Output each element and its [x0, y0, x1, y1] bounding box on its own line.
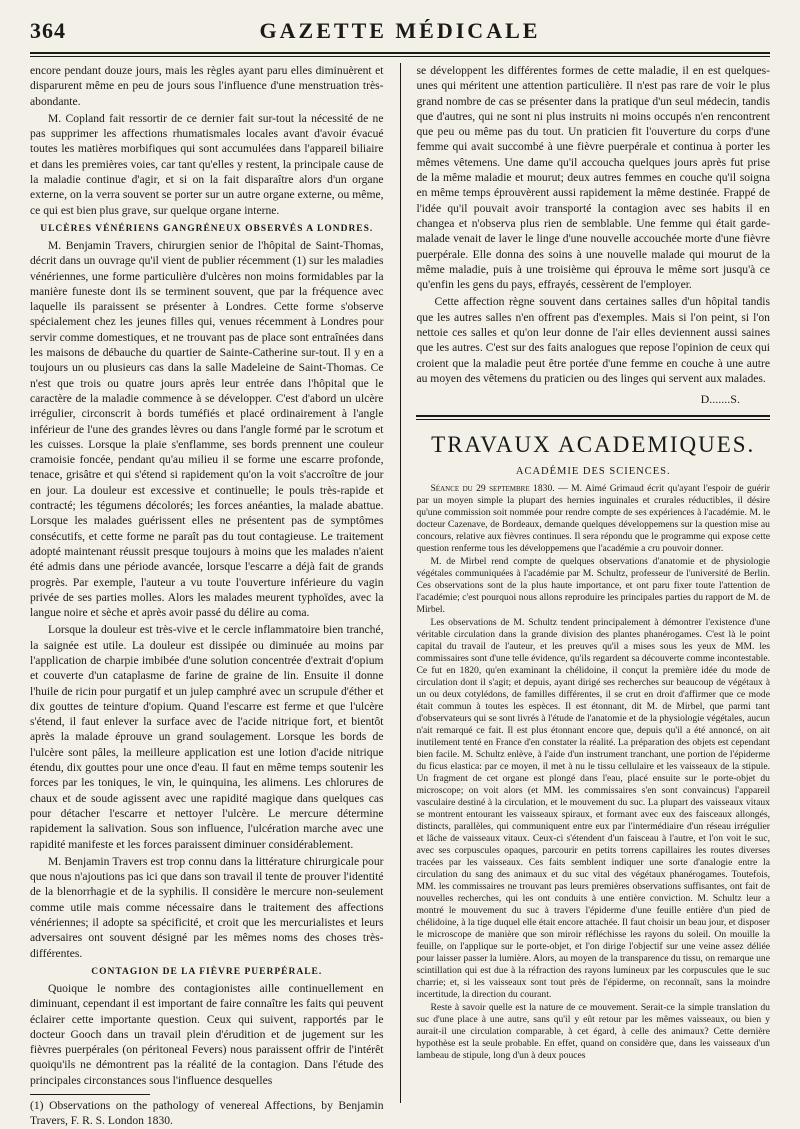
right-column [404, 63, 770, 1103]
paragraph-text: — M. Aimé Grimaud écrit qu'ayant l'espoir de guérir par un moyen simple la plupart des hernies inguinales et crurales réductibles, il désire qu'une commission soit nommée pour rendre compte de ses expériences à l'académie. M. le docteur Cazenave, de Bordeaux, demande quelques développemens sur la question mise au concours, relative aux fièvres continues. Il sera répondu que le programme qui expose cette question renferme tous les développemens que l'académie a cru pouvoir donner. [416, 483, 770, 555]
section-title: ULCÈRES VÉNÉRIENS GANGRÉNEUX OBSERVÉS A LONDRES. [40, 223, 374, 234]
left-column [30, 63, 396, 1128]
paragraph: encore pendant douze jours, mais les règles ayant paru elles diminuèrent et disparurent même en peu de jours sous l'influence d'une menstruation très-abondante. [30, 64, 384, 108]
section-heading: TRAVAUX ACADEMIQUES. [431, 432, 756, 458]
session-label: Séance du 29 septembre 1830. [430, 483, 555, 495]
section-rule [416, 415, 770, 420]
header-rule [30, 52, 770, 57]
footnote-rule [30, 1094, 150, 1095]
paragraph: Reste à savoir quelle est la nature de ce mouvement. Serait-ce la simple translation du suc d'une place à une autre, sans qu'il y eût retour par les mêmes vaisseaux, ou bien y aurait-il une circulation comparable, à cet égard, à celle des animaux? Cette dernière hypothèse est la seule probable. En effet, quand on considère que, dans les vaisseaux d'un lambeau de stipule, long d'un à deux pouces [416, 1002, 770, 1062]
two-column-body [30, 63, 770, 1128]
paragraph: Les observations de M. Schultz tendent principalement à démontrer l'existence d'une véritable circulation dans la grande division des plantes phanérogames. C'est là le point capital du travail de l'auteur, et les preuves qu'il a mises sous les yeux de MM. les commissaires sont d'une telle évidence, qu'ils regardent sa découverte comme incontestable. Ce fut en 1820, qu'en examinant la chélidoine, il conçut la première idée du mode de circulation dont il s'agit; et depuis, ayant dirigé ses recherches sur beaucoup de végétaux à un ou deux cotylédons, de familles différentes, il se crut en droit d'affirmer que ce mode était commun à toutes les espèces. Il est étonnant, dit M. de Mirbel, que parmi tant d'observateurs qui se sont livrés à l'étude de l'anatomie et de la physiologie végétales, aucun n'ait remarqué ce fait. Il est plus étonnant encore que, depuis qu'il a été annoncé, on ait inutilement tenté en France d'en constater la réalité. La préparation des objets est cependant bien facile. M. Schultz enlève, à l'aide d'un instrument tranchant, une portion de l'épiderme du ficus elastica: par ce moyen, il met à nu le tissu cellulaire et les vaisseaux de la stipule. Un fragment de cet organe est plongé dans l'eau, placé ensuite sur le porte-objet du microscope; on voit alors (et MM. les commissaires s'en sont convaincus) l'appareil vasculaire destiné à la circulation, et le mouvement du suc. La plupart des vaisseaux vitaux se montrent entourant les vaisseaux spiraux, et formant avec eux des faisceaux allongés, distincts, parallèles, qui communiquent entre eux par l'intermédiaire d'un réseau irrégulier et lâche de vaisseaux vitaux. Ceux-ci s'étendent d'un faisceau à l'autre, et l'on voit le suc, avec ses corpuscules opaques, parcourir en petits torrens capillaires les routes diverses tracées par les vaisseaux. Ces faits semblent indiquer une sorte d'analogie entre la circulation du sang des animaux et du suc vital des végétaux phanérogames. Toutefois, MM. les commissaires ne trouvant pas leurs premières observations suffisantes, ont fait de nouvelles recherches, qui les ont conduits à une entière conviction. M. Schultz leur a montré le mouvement du suc à travers l'épiderme d'une feuille entière d'un pied de chélidoine, à la tige duquel elle était encore attachée. Il faut choisir un beau jour, et disposer le microscope de manière que son miroir réfléchisse les rayons du soleil. On mouille la feuille, on l'applique sur le porte-objet, et l'on dirige l'objectif sur une veine assez déliée pour laisser passer la lumière. Alors, au moyen de la transparence du tissu, on remarque une scintillation qui est due à la réfraction des rayons lumineux par les corpuscules que le suc charrie; et, si les vaisseaux sont tout près de l'épiderme, on reconnaît, sans la moindre incertitude, la direction du courant. [416, 617, 770, 1001]
subsection-heading: ACADÉMIE DES SCIENCES. [515, 466, 671, 478]
footnote: (1) Observations on the pathology of venereal Affections, by Benjamin Travers, F. R. S. London 1830. [30, 1099, 384, 1128]
paragraph: M. Copland fait ressortir de ce dernier fait sur-tout la nécessité de ne pas supprimer les affections rhumatismales locales avant d'avoir évacué toutes les matières morbifiques qui sont accumulées dans l'appareil biliaire et dans les premières voies, car tant qu'elles y restent, la principale cause de la maladie continue d'agir, et si on la fait disparaître alors d'un organe externe, on la verra souvent se porter sur un autre organe externe, ou même, ce qui est bien plus grave, sur quelque organe interne. [30, 111, 384, 217]
paragraph: M. Benjamin Travers, chirurgien senior de l'hôpital de Saint-Thomas, décrit dans un ouvrage qu'il vient de publier récemment (1) sur les maladies vénériennes, une forme particulière d'ulcères non moins formidables par la manière funeste dont ils se terminent souvent, que par la fréquence avec laquelle ils paraissent se présenter à Londres. Cette forme s'observe spécialement chez les jeunes filles qui, venues récemment à Londres pour servir comme domestiques, et ne trouvant pas de place sont entraînées dans les maisons de débauche du quartier de Sainte-Catherine sur-tout. Il y en a toujours un ou plusieurs cas dans la salle Madeleine de Saint-Thomas. Ce n'est que trois ou quatre jours après leur entrée dans l'hôpital que le caractère de la maladie commence à se développer. C'est d'abord un ulcère irrégulier, circonscrit à bords tuméfiés et placé ordinairement à l'angle inférieur de l'une des grandes lèvres ou dans l'angle formé par le scrotum et les cuisses. Lorsque la plaie s'enflamme, ses bords prennent une couleur cramoisie foncée, pendant qu'au milieu il se forme une escarre profonde, tenace, grisâtre et qui s'étend si rapidement qu'on la voit s'accroître de jour en jour. La douleur est excessive et continuelle; le pouls très-rapide et contracté; les tégumens décolorés; les forces anéanties, la malade abattue. Lorsque les malades guérissent elles ne présentent pas de symptômes consécutifs, et cette forme ne paraît pas du tout contagieuse. Le traitement adopté maintenant réussit presque toujours à moins que les malades n'aient été admis dans une période avancée, lorsque l'escarre a déjà fait de grands progrès. Par exemple, l'auteur a vu toute l'ouverture inférieure du vagin privée de ses parties molles. Alors les malades meurent typhoïdes, avec la langue noire et sèche et après avoir passé du délire au coma. [30, 238, 384, 620]
academy-report [416, 483, 770, 1062]
journal-title: GAZETTE MÉDICALE [259, 18, 541, 43]
page-number: 364 [30, 18, 66, 43]
paragraph: Quoique le nombre des contagionistes aille continuellement en diminuant, cependant il est important de faire connaître les faits qui peuvent éclairer cette importante question. Ceux qui suivent, rapportés par le docteur Gooch dans un travail plein d'érudition et de jugement sur les fièvres puerpérales (on péritoneal Fevers) nous paraissent offrir de l'intérêt quoiqu'ils ne démontrent pas la réalité de la contagion. Dans l'étude des principales circonstances sous l'influence desquelles [30, 981, 384, 1087]
section-title: CONTAGION DE LA FIÈVRE PUERPÉRALE. [91, 966, 323, 977]
paragraph: M. Benjamin Travers est trop connu dans la littérature chirurgicale pour que nous n'ajoutions pas ici que dans son travail il tente de prouver l'identité de la blenorrhagie et de la syphilis. Il considère le mercure non-seulement comme utile mais comme nécessaire dans le traitement des affections vénériennes; il adopte sa spécificité, et croit que les mercurialistes et leurs adversaires ont souvent désigné par les mêmes noms des choses très-différentes. [30, 854, 384, 960]
page-header [30, 18, 770, 48]
author-signature: D.......S. [700, 392, 740, 407]
paragraph: Lorsque la douleur est très-vive et le cercle inflammatoire bien tranché, la saignée est utile. La douleur est dissipée ou diminuée au moins par l'application de charpie imbibée d'une solution concentrée d'extrait d'opium et couverte d'un cataplasme de farine de graine de lin. Ensuite il donne l'huile de ricin pour purgatif et un julep camphré avec un scrupule d'éther et dix gouttes de teinture d'opium. Quand l'escarre est ferme et que l'ulcère s'étend, il faut enlever la surface avec de l'acide nitrique fort, et bientôt après la malade éprouve un grand soulagement. Lorsque les bords de l'ulcère sont pâles, la meilleure application est une lotion d'acide nitrique étendu, dix gouttes pour une once d'eau. Il faut en même temps soutenir les forces par les toniques, le vin, le quinquina, les alimens. Les chlorures de chaux et de soude agissent avec une rapidité magique dans quelques cas pour détacher l'escarre et nettoyer l'ulcère. Le mercure détermine rapidement la salivation. Sous son influence, l'ulcération marche avec une rapidité manifeste et les forces paraissent diminuer considérablement. [30, 623, 384, 851]
paragraph: se développent les différentes formes de cette maladie, il en est quelques-unes qui méritent une attention particulière. Il n'est pas rare de voir le plus grand nombre de cas se présenter dans la pratique d'un seul médecin, tandis que d'autres, qui ne sont ni plus instruits ni moins occupés n'en rencontrent que peu ou même pas du tout. Un praticien fit l'ouverture du corps d'une femme qui avait succombé à une fièvre puerpérale et continua à porter les mêmes vêtemens. Une dame qu'il accoucha quelques jours après fut prise de la même maladie et mourut; deux autres femmes en couche qu'il soigna en même temps éprouvèrent aussi rapidement la même destinée. Frappé de l'idée qu'il pouvait avoir transporté la contagion avec ses habits il en changea et n'observa plus rien de semblable. Une femme qui était garde-malade venait de laver le linge d'une nouvelle accouchée morte d'une fièvre puerpérale. Elle donna des soins à une nouvelle malade qui mourut de la même maladie, puis à une troisième qui éprouva le même sort jusqu'à ce qu'enfin les gens du pays, effrayés, cessèrent de l'employer. [416, 64, 770, 292]
paragraph: Cette affection règne souvent dans certaines salles d'un hôpital tandis que les autres salles n'en offrent pas d'exemples. Mais si l'on peint, si l'on nettoie ces salles et qu'on leur donne de l'air elles deviennent aussi saines que les autres. C'est sur des faits analogues que repose l'opinion de ceux qui croient que la maladie peut être portée d'une femme en couche à une autre au moyen des vêtemens du praticien ou des linges qui servent aux malades. [416, 295, 770, 385]
column-divider [400, 63, 401, 1103]
paragraph: M. de Mirbel rend compte de quelques observations d'anatomie et de physiologie végétales communiquées à l'académie par M. Schultz, professeur de l'université de Berlin. Ces observations sont de la plus haute importance, et ont paru fixer toute l'attention de l'académie; c'est pourquoi nous allons reproduire les principales parties du rapport de M. de Mirbel. [416, 556, 770, 616]
